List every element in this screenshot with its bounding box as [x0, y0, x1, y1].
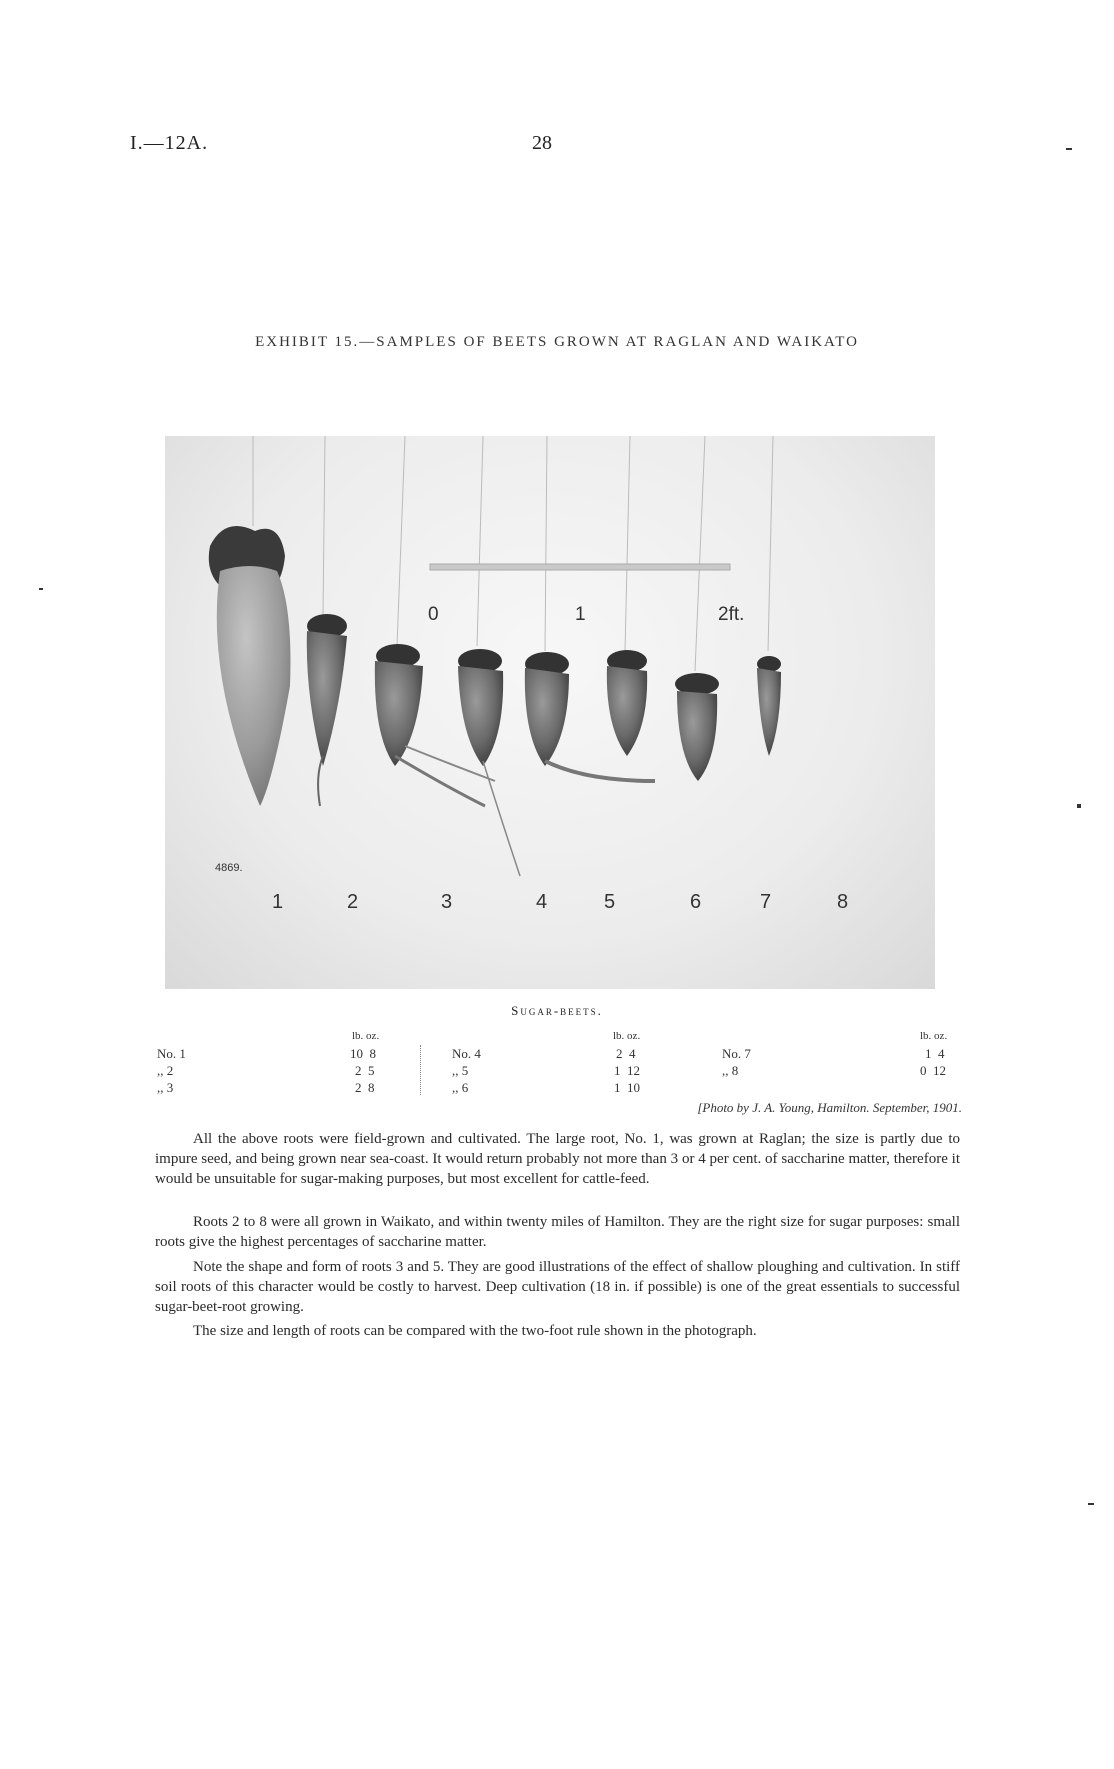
root-label-5: 5 [604, 891, 616, 913]
weight-label: ,, 3 [157, 1080, 174, 1095]
paragraph-3 [155, 1257, 960, 1317]
page-number: 28 [532, 132, 552, 154]
weight-label: No. 7 [722, 1046, 751, 1061]
root-label-4: 4 [536, 891, 548, 913]
photo-caption: Sugar-beets. [511, 1003, 603, 1018]
exhibit-title: EXHIBIT 15.—SAMPLES OF BEETS GROWN AT RAGLAN AND WAIKATO [255, 334, 859, 350]
beet-7 [675, 673, 719, 781]
weight-value: 1 12 [614, 1063, 640, 1078]
weight-value: 2 8 [355, 1080, 375, 1095]
scale-label-0: 0 [428, 604, 439, 625]
root-label-7: 7 [760, 891, 772, 913]
root-label-6: 6 [690, 891, 702, 913]
scan-speck [1077, 804, 1081, 808]
weight-value: 1 4 [925, 1046, 945, 1061]
weight-label: No. 1 [157, 1046, 186, 1061]
two-foot-rule [430, 564, 730, 570]
scan-speck [1088, 1503, 1094, 1505]
paragraph-1 [155, 1129, 960, 1189]
weight-value: 1 10 [614, 1080, 640, 1095]
column-divider [420, 1045, 421, 1095]
paragraph-text: Note the shape and form of roots 3 and 5. They are good illustrations of the effect of shallow ploughing and cultivation. In stiff soil roots of this character would be costly to harvest. Deep cultivation (18 in. if possible) is one of the great essentials to successful sugar-beet-root growing. [155, 1259, 960, 1315]
photo-credit: [Photo by J. A. Young, Hamilton. September, 1901. [697, 1100, 962, 1115]
weight-label: ,, 8 [722, 1063, 739, 1078]
weight-label: ,, 6 [452, 1080, 469, 1095]
beet-4 [458, 649, 520, 876]
weight-value: 2 5 [355, 1063, 375, 1078]
beet-1 [209, 526, 291, 806]
scale-label-1: 1 [575, 604, 586, 625]
paragraph-2 [155, 1212, 960, 1252]
weight-label: ,, 2 [157, 1063, 174, 1078]
paragraph-text: Roots 2 to 8 were all grown in Waikato, and within twenty miles of Hamilton. They are the right size for sugar purposes: small roots give the highest percentages of saccharine matter. [155, 1214, 960, 1250]
weight-value: 2 4 [616, 1046, 636, 1061]
root-label-2: 2 [347, 891, 359, 913]
unit-header-3: lb. oz. [920, 1030, 948, 1042]
beet-2 [307, 614, 347, 806]
weight-value: 10 8 [350, 1046, 376, 1061]
paragraph-4 [155, 1321, 960, 1341]
scan-speck [39, 588, 43, 590]
unit-header-2: lb. oz. [613, 1030, 641, 1042]
weight-value: 0 12 [920, 1063, 946, 1078]
paragraph-text: The size and length of roots can be compared with the two-foot rule shown in the photograph. [193, 1323, 757, 1339]
unit-header-1: lb. oz. [352, 1030, 380, 1042]
root-label-8: 8 [837, 891, 849, 913]
weight-label: No. 4 [452, 1046, 481, 1061]
beet-8 [757, 656, 781, 756]
root-label-1: 1 [272, 891, 284, 913]
negative-number: 4869. [215, 862, 243, 874]
page-identifier: I.—12A. [130, 132, 209, 154]
beet-6 [607, 650, 647, 756]
weight-label: ,, 5 [452, 1063, 469, 1078]
scan-speck [1066, 148, 1072, 150]
root-label-3: 3 [441, 891, 453, 913]
scale-label-2ft: 2ft. [718, 604, 745, 625]
paragraph-text: All the above roots were field-grown and cultivated. The large root, No. 1, was grown at Raglan; the size is partly due to impure seed, and being grown near sea-coast. It would return probably not more than 3 or 4 per cent. of saccharine matter, therefore it would be unsuitable for sugar-making purposes, but most excellent for cattle-feed. [155, 1131, 960, 1187]
